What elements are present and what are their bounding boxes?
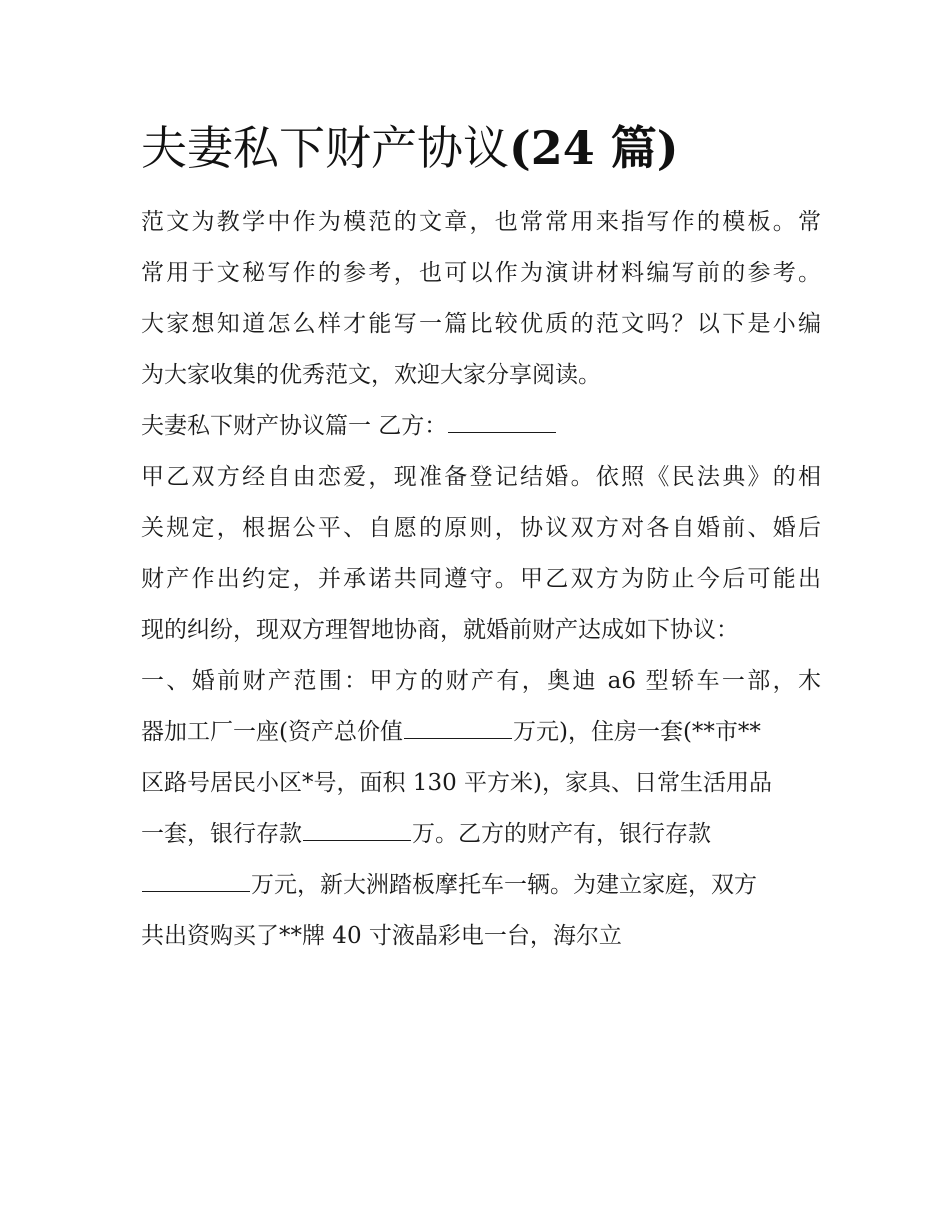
title-count: (24 篇) bbox=[509, 121, 679, 175]
paragraph-line: 为大家收集的优秀范文，欢迎大家分享阅读。 bbox=[141, 362, 601, 388]
fill-in-blank bbox=[303, 818, 411, 841]
paragraph-line: 共出资购买了**牌 40 寸液晶彩电一台，海尔立 bbox=[141, 923, 622, 949]
paragraph-line: 常用于文秘写作的参考，也可以作为演讲材料编写前的参考。 bbox=[141, 260, 821, 286]
paragraph-line: 范文为教学中作为模范的文章，也常常用来指写作的模板。常 bbox=[141, 209, 821, 235]
paragraph-line bbox=[141, 809, 821, 860]
line-segment: 一套，银行存款 bbox=[141, 821, 302, 847]
paragraph-line bbox=[141, 860, 821, 911]
paragraph-line: 财产作出约定，并承诺共同遵守。甲乙双方为防止今后可能出 bbox=[141, 566, 821, 592]
line-segment: 器加工厂一座(资产总价值 bbox=[141, 719, 403, 745]
paragraph-line: 大家想知道怎么样才能写一篇比较优质的范文吗？以下是小编 bbox=[141, 311, 821, 337]
fill-in-blank bbox=[448, 410, 556, 433]
fill-in-blank bbox=[142, 869, 250, 892]
paragraph-line: 一、婚前财产范围：甲方的财产有，奥迪 a6 型轿车一部，木 bbox=[141, 668, 821, 694]
title-main: 夫妻私下财产协议 bbox=[141, 121, 509, 175]
document-body bbox=[141, 197, 821, 962]
document-title bbox=[141, 116, 841, 180]
paragraph-line: 区路号居民小区*号，面积 130 平方米)，家具、日常生活用品 bbox=[141, 770, 772, 796]
fill-in-blank bbox=[404, 716, 512, 739]
paragraph-line: 现的纠纷，现双方理智地协商，就婚前财产达成如下协议： bbox=[141, 617, 739, 643]
line-segment: 万。乙方的财产有，银行存款 bbox=[412, 821, 711, 847]
line-segment: 万元)，住房一套(**市** bbox=[512, 719, 761, 745]
paragraph-line: 甲乙双方经自由恋爱，现准备登记结婚。依照《民法典》的相 bbox=[141, 464, 821, 490]
paragraph-line bbox=[141, 707, 821, 758]
paragraph-line: 关规定，根据公平、自愿的原则，协议双方对各自婚前、婚后 bbox=[141, 515, 821, 541]
section-heading: 夫妻私下财产协议篇一 乙方： bbox=[141, 413, 448, 439]
line-segment: 万元，新大洲踏板摩托车一辆。为建立家庭，双方 bbox=[251, 872, 757, 898]
section-heading-line bbox=[141, 401, 821, 452]
